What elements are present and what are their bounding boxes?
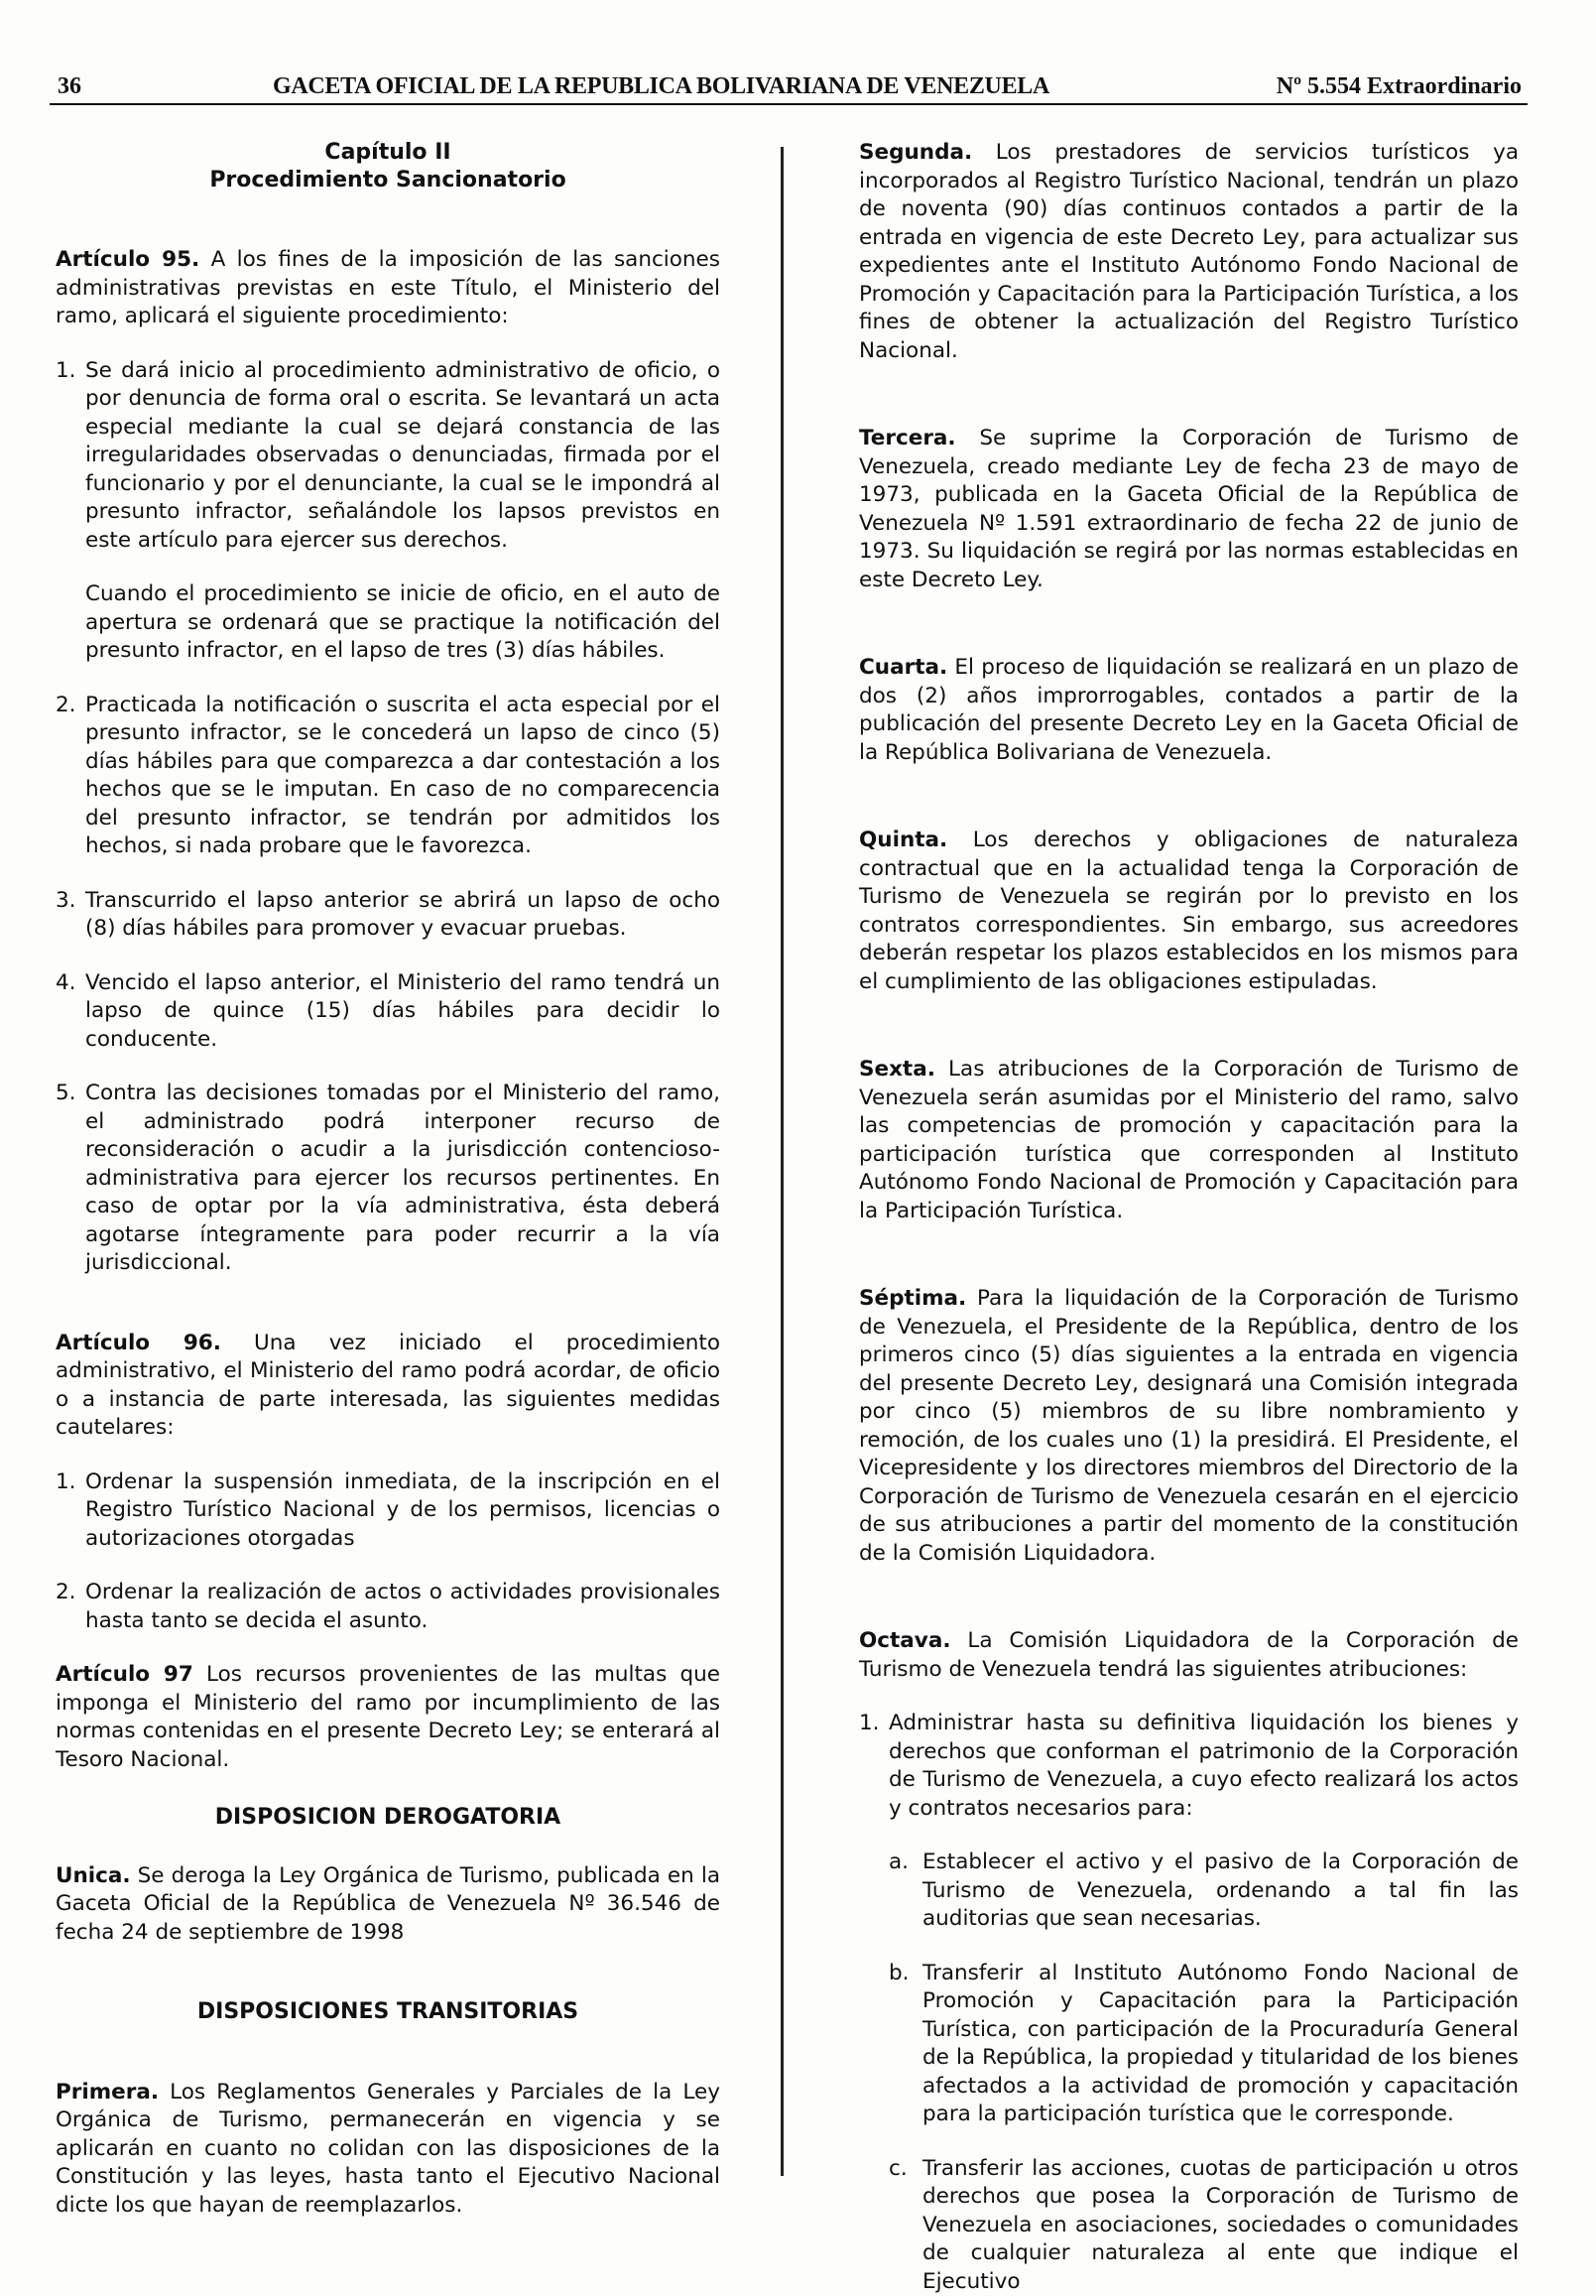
article-96-list <box>56 1468 720 1636</box>
issue-number: Nº 5.554 Extraordinario <box>1277 73 1522 100</box>
tercera-label: Tercera. <box>859 426 956 450</box>
octava-list <box>859 1710 1519 1823</box>
list-item: 1. Ordenar la suspensión inmediata, de la inscripción en el Registro Turístico Nacional y de los permisos, licencias o autorizaciones otorgadas <box>56 1468 720 1554</box>
list-item: c. Transferir las acciones, cuotas de participación u otros derechos que posea la Corporación de Turismo de Venezuela en asociaciones, sociedades o comunidades de cualquier naturaleza al ente que indique el Ejecutivo <box>889 2155 1519 2296</box>
list-item: 1. Administrar hasta su definitiva liquidación los bienes y derechos que conforman el patrimonio de la Corporación de Turismo de Venezuela, a cuyo efecto realizará los actos y contratos necesarios para: <box>859 1710 1519 1823</box>
quinta-provision <box>859 827 1519 996</box>
quinta-label: Quinta. <box>859 828 947 852</box>
primera-text: Los Reglamentos Generales y Parciales de la Ley Orgánica de Turismo, permanecerán en vigencia y se aplicarán en cuanto no colidan con las disposiciones de la Constitución y las leyes, hasta tanto el Ejecutivo Nacional dicte los que hayan de reemplazarlos. <box>56 2080 720 2218</box>
cuarta-label: Cuarta. <box>859 655 947 680</box>
derogatory-heading: DISPOSICION DEROGATORIA <box>56 1804 720 1833</box>
page-number: 36 <box>58 73 81 100</box>
octava-text: La Comisión Liquidadora de la Corporación de Turismo de Venezuela tendrá las siguientes atribuciones: <box>859 1628 1519 1682</box>
article-96-text: Una vez iniciado el procedimiento administrativo, el Ministerio del ramo podrá acordar, de oficio o a instancia de parte interesada, las siguientes medidas cautelares: <box>56 1331 720 1441</box>
unica-text: Se deroga la Ley Orgánica de Turismo, publicada en la Gaceta Oficial de la República de Venezuela Nº 36.546 de fecha 24 de septiembre de 1998 <box>56 1863 720 1945</box>
list-item: 4. Vencido el lapso anterior, el Ministerio del ramo tendrá un lapso de quince (15) días hábiles para decidir lo conducente. <box>56 969 720 1055</box>
quinta-text: Los derechos y obligaciones de naturaleza contractual que en la actualidad tenga la Corporación de Turismo de Venezuela se regirán por lo previsto en los contratos correspondientes. Sin embargo, sus acreedores deberán respetar los plazos establecidos en los mismos para el cumplimiento de las obligaciones estipuladas. <box>859 828 1519 994</box>
right-column <box>859 139 1519 2296</box>
article-95 <box>56 246 720 331</box>
tercera-text: Se suprime la Corporación de Turismo de Venezuela, creado mediante Ley de fecha 23 de mayo de 1973, publicada en la Gaceta Oficial de la República de Venezuela Nº 1.591 extraordinario de fecha 22 de junio de 1973. Su liquidación se regirá por las normas establecidas en este Decreto Ley. <box>859 426 1519 592</box>
cuarta-provision <box>859 654 1519 767</box>
septima-label: Séptima. <box>859 1286 966 1311</box>
sexta-text: Las atribuciones de la Corporación de Turismo de Venezuela serán asumidas por el Ministerio del ramo, salvo las competencias de promoción y capacitación para la participación turística que corresponden al Instituto Autónomo Fondo Nacional de Promoción y Capacitación para la Participación Turística. <box>859 1057 1519 1223</box>
article-95-text: A los fines de la imposición de las sanciones administrativas previstas en este Título, el Ministerio del ramo, aplicará el siguiente procedimiento: <box>56 247 720 328</box>
unica-label: Unica. <box>56 1863 131 1888</box>
cuarta-text: El proceso de liquidación se realizará en un plazo de dos (2) años improrrogables, contados a partir de la publicación del presente Decreto Ley en la Gaceta Oficial de la República Bolivariana de Venezuela. <box>859 655 1519 765</box>
segunda-text: Los prestadores de servicios turísticos ya incorporados al Registro Turístico Nacional, tendrán un plazo de noventa (90) días continuos contados a partir de la entrada en vigencia de este Decreto Ley, para actualizar sus expedientes ante el Instituto Autónomo Fondo Nacional de Promoción y Capacitación para la Participación Turística, a los fines de obtener la actualización del Registro Turístico Nacional. <box>859 140 1519 363</box>
sexta-provision <box>859 1056 1519 1225</box>
article-95-list <box>56 357 720 1278</box>
octava-sublist <box>859 1849 1519 2296</box>
article-97 <box>56 1661 720 1774</box>
primera-provision <box>56 2079 720 2221</box>
unica-provision <box>56 1862 720 1948</box>
article-97-text: Los recursos provenientes de las multas que imponga el Ministerio del ramo por incumplimiento de las normas contenidas en el presente Decreto Ley; se enterará al Tesoro Nacional. <box>56 1662 720 1772</box>
octava-provision <box>859 1627 1519 1684</box>
septima-text: Para la liquidación de la Corporación de Turismo de Venezuela, el Presidente de la República, dentro de los primeros cinco (5) días siguientes a la entrada en vigencia del presente Decreto Ley, designará una Comisión integrada por cinco (5) miembros de su libre nombramiento y remoción, de los cuales uno (1) la presidirá. El Presidente, el Vicepresidente y los directores miembros del Directorio de la Corporación de Turismo de Venezuela cesarán en el ejercicio de sus atribuciones a partir del momento de la constitución de la Comisión Liquidadora. <box>859 1286 1519 1566</box>
list-item: 1. Se dará inicio al procedimiento administrativo de oficio, o por denuncia de forma oral o escrita. Se levantará un acta especial mediante la cual se dejará constancia de las irregularidades observadas o denunciadas, firmada por el funcionario y por el denunciante, la cual se le impondrá al presunto infractor, señalándole los lapsos previstos en este artículo para ejercer sus derechos. <box>56 357 720 556</box>
column-divider <box>781 147 784 2176</box>
sexta-label: Sexta. <box>859 1057 935 1082</box>
segunda-provision <box>859 139 1519 365</box>
list-item: 2. Ordenar la realización de actos o actividades provisionales hasta tanto se decida el asunto. <box>56 1579 720 1635</box>
transitional-heading: DISPOSICIONES TRANSITORIAS <box>56 1998 720 2027</box>
segunda-label: Segunda. <box>859 140 972 165</box>
article-96-label: Artículo 96. <box>56 1331 221 1355</box>
list-item: 2. Practicada la notificación o suscrita el acta especial por el presunto infractor, se le concederá un lapso de cinco (5) días hábiles para que comparezca a dar contestación a los hechos que se le imputan. En caso de no comparecencia del presunto infractor, se tendrán por admitidos los hechos, si nada probare que le favorezca. <box>56 692 720 861</box>
list-item: Cuando el procedimiento se inicie de oficio, en el auto de apertura se ordenará que se practique la notificación del presunto infractor, en el lapso de tres (3) días hábiles. <box>56 580 720 666</box>
list-item: 5. Contra las decisiones tomadas por el Ministerio del ramo, el administrado podrá interponer recurso de reconsideración o acudir a la jurisdicción contencioso-administrativa para ejercer los recursos pertinentes. En caso de optar por la vía administrativa, ésta deberá agotarse íntegramente para poder recurrir a la vía jurisdiccional. <box>56 1080 720 1278</box>
article-95-label: Artículo 95. <box>56 247 199 272</box>
left-column <box>56 139 720 2220</box>
chapter-title: Procedimiento Sancionatorio <box>56 167 720 194</box>
gazette-title: GACETA OFICIAL DE LA REPUBLICA BOLIVARIANA DE VENEZUELA <box>273 73 1049 100</box>
page-header <box>50 69 1528 105</box>
article-97-label: Artículo 97 <box>56 1662 193 1687</box>
chapter-heading: Capítulo II <box>56 139 720 167</box>
tercera-provision <box>859 425 1519 594</box>
octava-label: Octava. <box>859 1628 951 1653</box>
septima-provision <box>859 1285 1519 1568</box>
list-item: b. Transferir al Instituto Autónomo Fondo Nacional de Promoción y Capacitación para la Participación Turística, con participación de la Procuraduría General de la República, la propiedad y titularidad de los bienes afectados a la actividad de promoción y capacitación para la participación turística que le corresponde. <box>889 1960 1519 2129</box>
article-96 <box>56 1330 720 1443</box>
list-item: a. Establecer el activo y el pasivo de la Corporación de Turismo de Venezuela, ordenando a tal fin las auditorias que sean necesarias. <box>889 1849 1519 1934</box>
list-item: 3. Transcurrido el lapso anterior se abrirá un lapso de ocho (8) días hábiles para promover y evacuar pruebas. <box>56 887 720 944</box>
primera-label: Primera. <box>56 2080 159 2105</box>
